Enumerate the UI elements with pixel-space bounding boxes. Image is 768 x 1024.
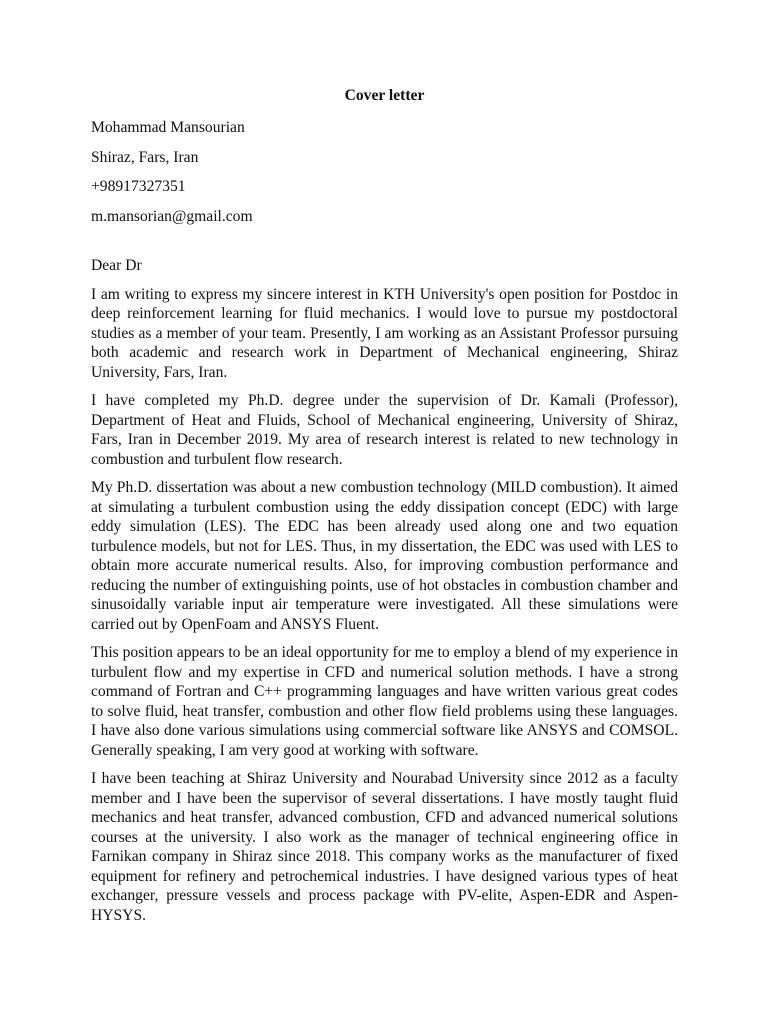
sender-location: Shiraz, Fars, Iran — [91, 148, 199, 166]
paragraph-dissertation: My Ph.D. dissertation was about a new combustion technology (MILD combustion). It aimed at simulating a turbulent combustion using the eddy dissipation concept (EDC) with large eddy simulation (LES). The EDC has been already used along one and two equation turbulence models, but not for LES. Thus, in my dissertation, the EDC was used with LES to obtain more accurate numerical results. Also, for improving combustion performance and reducing the number of extinguishing points, use of hot obstacles in combustion chamber and sinusoidally variable input air temperature were investigated. All these simulations were carried out by OpenFoam and ANSYS Fluent. — [91, 479, 678, 633]
letter-page — [91, 86, 678, 934]
salutation: Dear Dr — [91, 257, 142, 274]
sender-phone: +98917327351 — [91, 178, 186, 195]
paragraph-skills: This position appears to be an ideal opportunity for me to employ a blend of my experience in turbulent flow and my expertise in CFD and numerical solution methods. I have a strong command of Fortran and C++ programming languages and have written various great codes to solve fluid, heat transfer, combustion and other flow field problems using these languages. I have also done various simulations using commercial software like ANSYS and COMSOL. Generally speaking, I am very good at working with software. — [91, 644, 678, 759]
paragraph-intro: I am writing to express my sincere interest in KTH University's open position for Postdoc in deep reinforcement learning for fluid mechanics. I would love to pursue my postdoctoral studies as a member of your team. Presently, I am working as an Assistant Professor pursuing both academic and research work in Department of Mechanical engineering, Shiraz University, Fars, Iran. — [91, 285, 678, 381]
paragraph-education: I have completed my Ph.D. degree under the supervision of Dr. Kamali (Professor), Department of Heat and Fluids, School of Mechanical engineering, University of Shiraz, Fars, Iran in December 2019. My area of research interest is related to new technology in combustion and turbulent flow research. — [91, 392, 678, 468]
document-title: Cover letter — [344, 87, 425, 104]
sender-email: m.mansorian@gmail.com — [91, 207, 253, 225]
paragraph-experience: I have been teaching at Shiraz University and Nourabad University since 2012 as a faculty member and I have been the supervisor of several dissertations. I have mostly taught fluid mechanics and heat transfer, advanced combustion, CFD and advanced numerical solutions courses at the university. I also work as the manager of technical engineering office in Farnikan company in Shiraz since 2018. This company works as the manufacturer of fixed equipment for refinery and petrochemical industries. I have designed various types of heat exchanger, pressure vessels and process package with PV-elite, Aspen-EDR and Aspen-HYSYS. — [91, 770, 678, 924]
sender-name: Mohammad Mansourian — [91, 119, 245, 136]
